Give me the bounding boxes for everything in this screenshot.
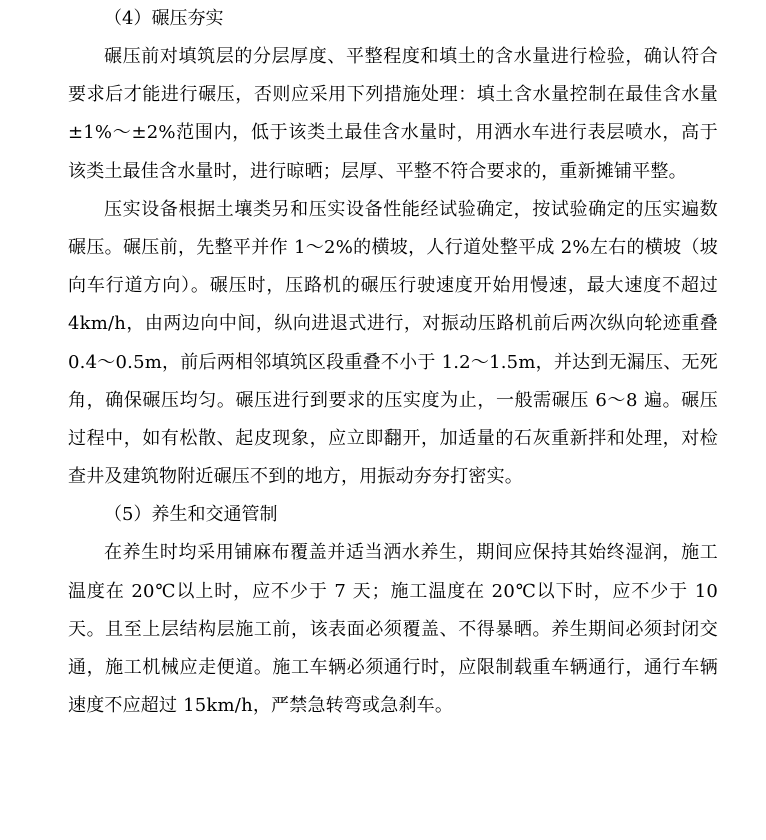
section-heading-compaction: （4）碾压夯实 [104,8,224,29]
paragraph-compaction-check: 碾压前对填筑层的分层厚度、平整程度和填土的含水量进行检验，确认符合要求后才能进行碾压，否则应采用下列措施处理：填土含水量控制在最佳含水量±1%～±2%范围内，低于该类土最佳含水量时，用洒水车进行表层喷水，高于该类土最佳含水量时，进行晾晒；层厚、平整不符合要求的，重新摊铺平整。 [68,46,718,182]
paragraph-compaction-equipment: 压实设备根据土壤类另和压实设备性能经试验确定，按试验确定的压实遍数碾压。碾压前，先整平并作 1～2%的横坡，人行道处整平成 2%左右的横坡（坡向车行道方向）。碾压时，压路机的碾压行驶速度开始用慢速，最大速度不超过4km/h，由两边向中间，纵向进退式进行，对振动压路机前后两次纵向轮迹重叠0.4～0.5m，前后两相邻填筑区段重叠不小于 1.2～1.5m，并达到无漏压、无死角，确保碾压均匀。碾压进行到要求的压实度为止，一般需碾压 6～8 遍。碾压过程中，如有松散、起皮现象，应立即翻开，加适量的石灰重新拌和处理，对检查井及建筑物附近碾压不到的地方，用振动夯夯打密实。 [68,198,718,488]
section-heading-curing: （5）养生和交通管制 [104,504,278,526]
paragraph-curing-traffic: 在养生时均采用铺麻布覆盖并适当洒水养生，期间应保持其始终湿润，施工温度在 20℃以上时，应不少于 7 天；施工温度在 20℃以下时，应不少于 10 天。且至上层结构层施工前，该表面必须覆盖、不得暴晒。养生期间必须封闭交通，施工机械应走便道。施工车辆必须通行时，应限制载重车辆通行，通行车辆速度不应超过 15km/h，严禁急转弯或急刹车。 [68,542,718,717]
document-page [68,0,718,725]
